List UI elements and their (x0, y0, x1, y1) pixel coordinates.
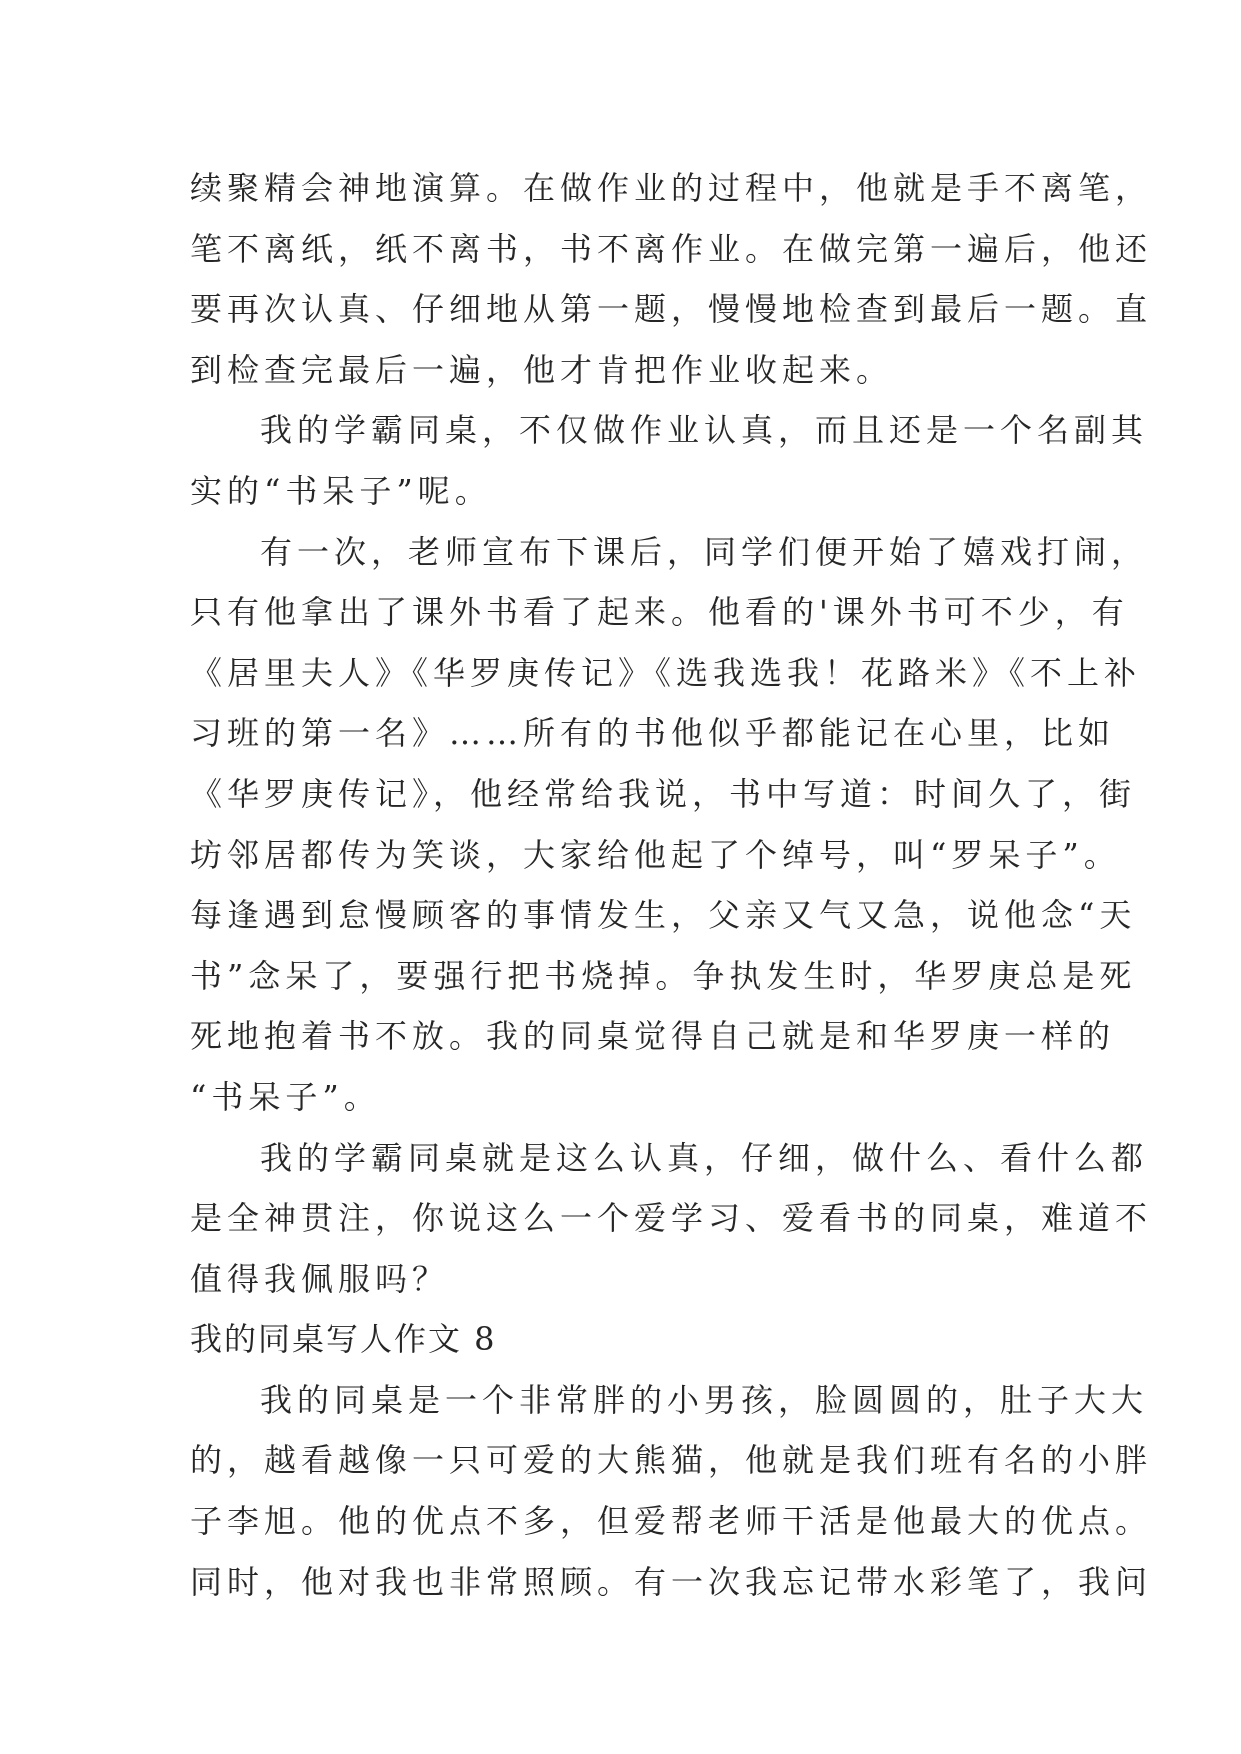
paragraph (190, 1370, 1153, 1612)
paragraph (190, 522, 1149, 1128)
text-line: 《华罗庚传记》，他经常给我说，书中写道：时间久了，街 (190, 774, 1137, 813)
text-line: 是全神贯注，你说这么一个爱学习、爱看书的同桌，难道不 (190, 1199, 1153, 1238)
text-line: 书”念呆了，要强行把书烧掉。争执发生时，华罗庚总是死 (190, 956, 1137, 995)
text-line: 我的学霸同桌，不仅做作业认真，而且还是一个名副其 (260, 411, 1149, 450)
text-line: 子李旭。他的优点不多，但爱帮老师干活是他最大的优点。 (190, 1502, 1153, 1541)
text-line: 到检查完最后一遍，他才肯把作业收起来。 (190, 350, 894, 389)
paragraph-continuation (190, 158, 1153, 400)
text-line: 有一次，老师宣布下课后，同学们便开始了嬉戏打闹， (260, 532, 1149, 571)
text-line: 坊邻居都传为笑谈，大家给他起了个绰号，叫“罗呆子”。 (190, 835, 1121, 874)
text-line: 只有他拿出了课外书看了起来。他看的'课外书可不少，有 (190, 593, 1129, 632)
text-line: 死地抱着书不放。我的同桌觉得自己就是和华罗庚一样的 (190, 1017, 1116, 1056)
text-line: 笔不离纸，纸不离书，书不离作业。在做完第一遍后，他还 (190, 229, 1153, 268)
essay-body (190, 158, 1153, 1612)
text-line: 习班的第一名》……所有的书他似乎都能记在心里，比如 (190, 714, 1116, 753)
text-line: 每逢遇到怠慢顾客的事情发生，父亲又气又急，说他念“天 (190, 896, 1137, 935)
essay-heading: 我的同桌写人作文 8 (190, 1320, 497, 1359)
paragraph (190, 1128, 1153, 1310)
text-line: 值得我佩服吗？ (190, 1259, 450, 1298)
text-line: “书呆子”。 (190, 1077, 381, 1116)
text-line: 我的学霸同桌就是这么认真，仔细，做什么、看什么都 (260, 1138, 1149, 1177)
text-line: 实的“书呆子”呢。 (190, 471, 492, 510)
text-line: 同时，他对我也非常照顾。有一次我忘记带水彩笔了，我问 (190, 1562, 1153, 1601)
text-line: 我的同桌是一个非常胖的小男孩，脸圆圆的，肚子大大 (260, 1380, 1149, 1419)
text-line: 《居里夫人》《华罗庚传记》《选我选我！花路米》《不上补 (190, 653, 1142, 692)
text-line: 的，越看越像一只可爱的大熊猫，他就是我们班有名的小胖 (190, 1441, 1153, 1480)
paragraph (190, 400, 1149, 521)
text-line: 要再次认真、仔细地从第一题，慢慢地检查到最后一题。直 (190, 290, 1153, 329)
text-line: 续聚精会神地演算。在做作业的过程中，他就是手不离笔， (190, 169, 1153, 207)
